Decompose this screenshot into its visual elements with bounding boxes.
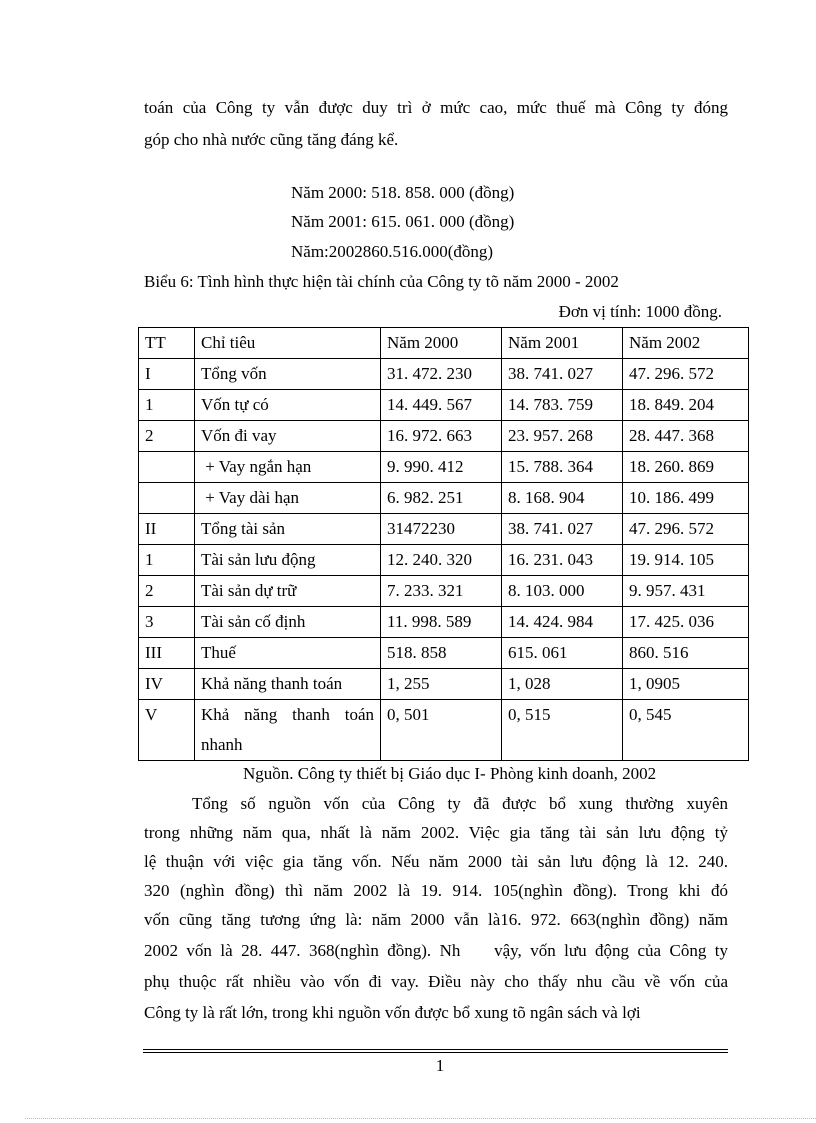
page-number: 1 — [435, 1056, 445, 1075]
table-caption: Biểu 6: Tình hình thực hiện tài chính của Công ty tõ năm 2000 - 2002 — [144, 272, 619, 291]
table-cell: 2 — [139, 576, 195, 607]
table-row — [139, 452, 749, 483]
table-cell: 1 — [139, 390, 195, 421]
table-cell: 11. 998. 589 — [381, 607, 502, 638]
table-row — [139, 700, 749, 761]
header-cell: Năm 2000 — [381, 328, 502, 359]
table-cell: 9. 990. 412 — [381, 452, 502, 483]
table-cell: Tổng vốn — [195, 359, 381, 390]
table-cell: 10. 186. 499 — [623, 483, 749, 514]
table-cell: 0, 545 — [623, 700, 749, 761]
table-row — [139, 576, 749, 607]
table-row — [139, 638, 749, 669]
table-cell: 1, 028 — [502, 669, 623, 700]
header-cell: Chỉ tiêu — [195, 328, 381, 359]
table-cell: 23. 957. 268 — [502, 421, 623, 452]
body-line: trong những năm qua, nhất là năm 2002. Việc gia tăng tài sản lưu động tỷ — [144, 823, 728, 842]
table-cell: 14. 449. 567 — [381, 390, 502, 421]
table-cell: 16. 231. 043 — [502, 545, 623, 576]
table-row — [139, 607, 749, 638]
body-line: vốn cũng tăng tương ứng là: năm 2000 vẫn là16. 972. 663(nghìn đồng) năm — [144, 910, 728, 929]
table-cell: 15. 788. 364 — [502, 452, 623, 483]
table-cell: 1, 0905 — [623, 669, 749, 700]
table-cell: 615. 061 — [502, 638, 623, 669]
table-cell: 0, 501 — [381, 700, 502, 761]
table-cell — [139, 452, 195, 483]
body-line: Tổng số nguồn vốn của Công ty đã được bổ xung thường xuyên — [192, 794, 728, 813]
table-cell: 6. 982. 251 — [381, 483, 502, 514]
table-cell: 38. 741. 027 — [502, 359, 623, 390]
body-line: 320 (nghìn đồng) thì năm 2002 là 19. 914. 105(nghìn đồng). Trong khi đó — [144, 881, 728, 900]
table-cell: + Vay dài hạn — [195, 483, 381, 514]
financial-table — [138, 327, 749, 761]
table-cell: 2 — [139, 421, 195, 452]
table-cell: 31472230 — [381, 514, 502, 545]
body-line: toán của Công ty vẫn được duy trì ở mức cao, mức thuế mà Công ty đóng — [144, 98, 728, 117]
table-cell: 38. 741. 027 — [502, 514, 623, 545]
table-cell: 7. 233. 321 — [381, 576, 502, 607]
footer-rule — [143, 1049, 728, 1050]
table-cell: V — [139, 700, 195, 761]
table-cell: 19. 914. 105 — [623, 545, 749, 576]
table-cell: 8. 103. 000 — [502, 576, 623, 607]
table-cell: I — [139, 359, 195, 390]
footer-rule — [143, 1052, 728, 1053]
body-line: góp cho nhà nước cũng tăng đáng kể. — [144, 130, 399, 149]
table-cell: 860. 516 — [623, 638, 749, 669]
body-line: 2002 vốn là 28. 447. 368(nghìn đồng). Nh vậy, vốn lưu động của Công ty — [144, 941, 728, 960]
header-cell: TT — [139, 328, 195, 359]
table-cell: Tài sản cố định — [195, 607, 381, 638]
table-cell: 14. 424. 984 — [502, 607, 623, 638]
table-row — [139, 390, 749, 421]
table-cell: 3 — [139, 607, 195, 638]
table-row — [139, 514, 749, 545]
tax-line-2001: Năm 2001: 615. 061. 000 (đồng) — [291, 212, 515, 231]
table-cell: 12. 240. 320 — [381, 545, 502, 576]
page-edge-divider — [25, 1118, 816, 1119]
table-cell: 16. 972. 663 — [381, 421, 502, 452]
table-cell: 17. 425. 036 — [623, 607, 749, 638]
table-cell: 0, 515 — [502, 700, 623, 761]
table-cell: 14. 783. 759 — [502, 390, 623, 421]
tax-line-2000: Năm 2000: 518. 858. 000 (đồng) — [291, 183, 515, 202]
table-cell: 28. 447. 368 — [623, 421, 749, 452]
table-row — [139, 359, 749, 390]
table-cell: 47. 296. 572 — [623, 359, 749, 390]
table-cell: Tổng tài sản — [195, 514, 381, 545]
table-cell: 47. 296. 572 — [623, 514, 749, 545]
body-line: phụ thuộc rất nhiều vào vốn đi vay. Điều này cho thấy nhu cầu về vốn của — [144, 972, 728, 991]
tax-line-2002: Năm:2002860.516.000(đồng) — [291, 242, 494, 261]
table-cell: + Vay ngắn hạn — [195, 452, 381, 483]
table-header-row — [139, 328, 749, 359]
body-line: Công ty là rất lớn, trong khi nguồn vốn được bổ xung tõ ngân sách và lợi — [144, 1003, 641, 1022]
table-row — [139, 669, 749, 700]
table-cell: Vốn đi vay — [195, 421, 381, 452]
table-cell: 8. 168. 904 — [502, 483, 623, 514]
table-cell: III — [139, 638, 195, 669]
table-cell: 18. 849. 204 — [623, 390, 749, 421]
table-cell: 1 — [139, 545, 195, 576]
table-cell: Khả năng thanh toán nhanh — [195, 700, 381, 761]
unit-label: Đơn vị tính: 1000 đồng. — [558, 302, 722, 321]
header-cell: Năm 2002 — [623, 328, 749, 359]
table-row — [139, 483, 749, 514]
table-cell: 1, 255 — [381, 669, 502, 700]
table-cell: 518. 858 — [381, 638, 502, 669]
table-row — [139, 545, 749, 576]
table-cell: 9. 957. 431 — [623, 576, 749, 607]
header-cell: Năm 2001 — [502, 328, 623, 359]
table-cell: Vốn tự có — [195, 390, 381, 421]
table-cell: Khả năng thanh toán — [195, 669, 381, 700]
table-cell: II — [139, 514, 195, 545]
table-row — [139, 421, 749, 452]
body-line: lệ thuận với việc gia tăng vốn. Nếu năm 2000 tài sản lưu động là 12. 240. — [144, 852, 728, 871]
table-cell: Tài sản lưu động — [195, 545, 381, 576]
table-cell: 18. 260. 869 — [623, 452, 749, 483]
table-source: Nguồn. Công ty thiết bị Giáo dục I- Phòng kinh doanh, 2002 — [243, 764, 657, 783]
table-cell: 31. 472. 230 — [381, 359, 502, 390]
table-cell: Thuế — [195, 638, 381, 669]
table-cell — [139, 483, 195, 514]
table-cell: Tài sản dự trữ — [195, 576, 381, 607]
table-cell: IV — [139, 669, 195, 700]
